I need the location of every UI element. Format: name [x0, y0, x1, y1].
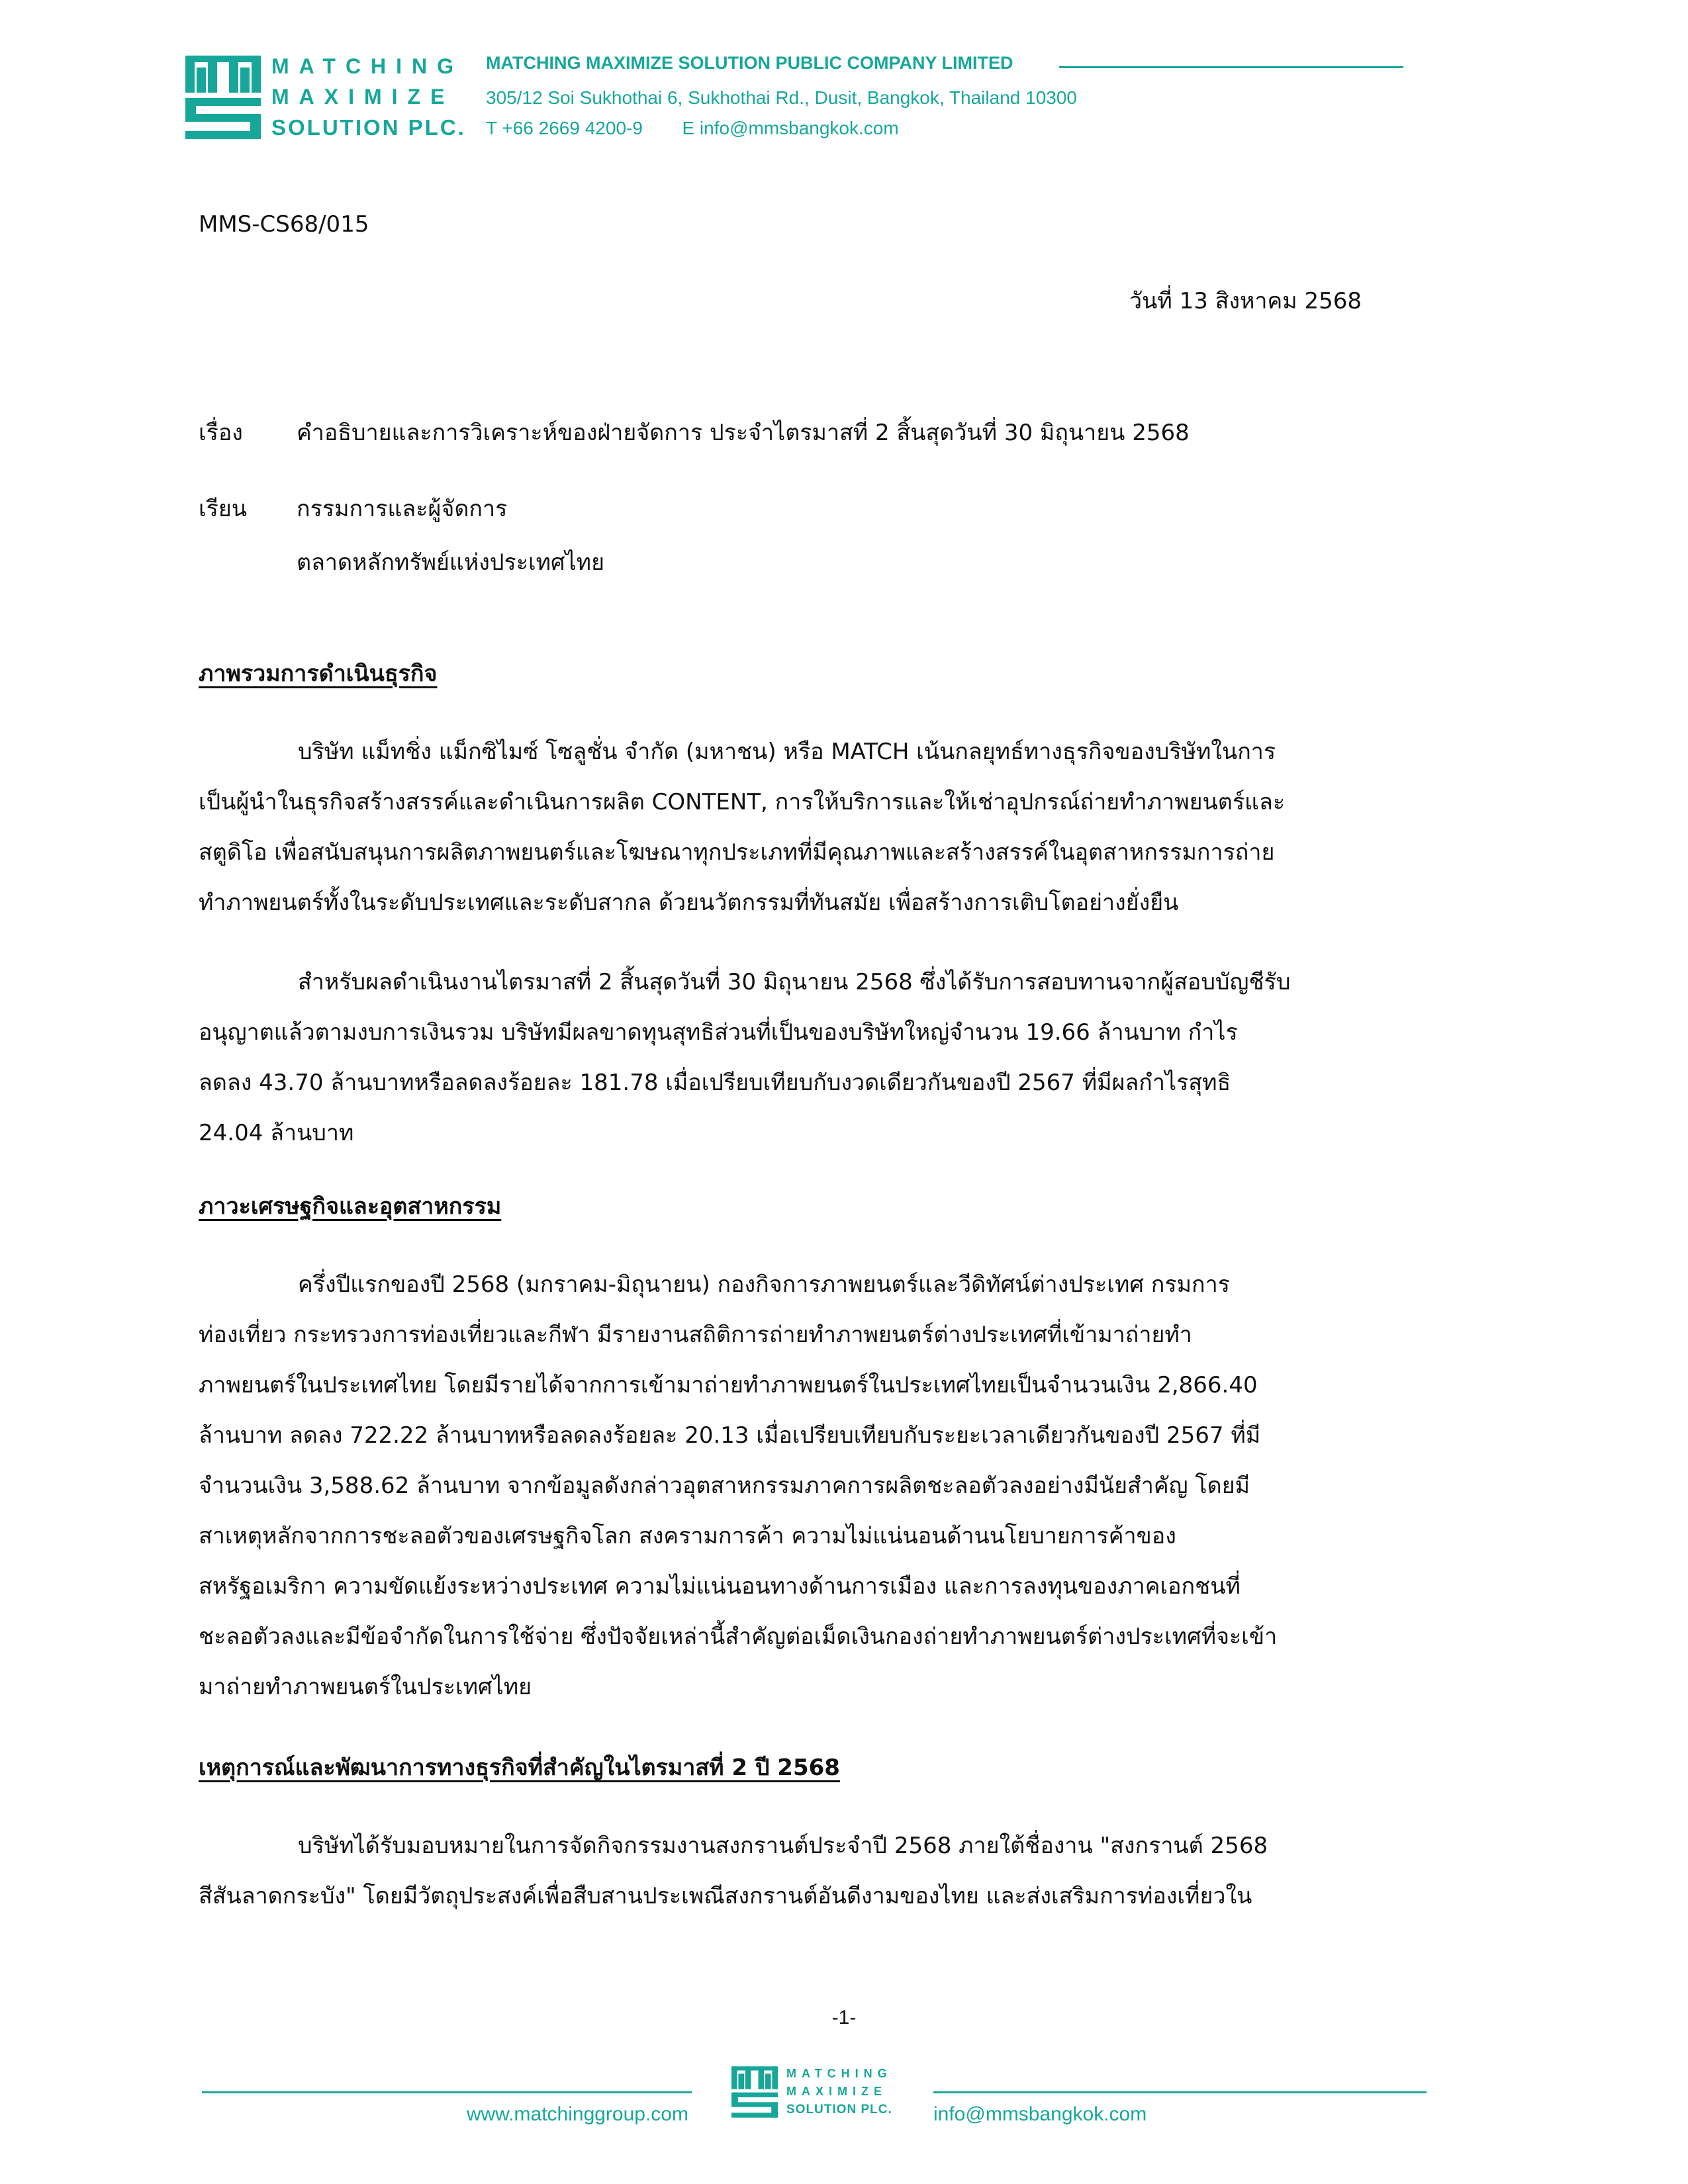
- footer-website-link[interactable]: www.matchinggroup.com: [466, 2103, 688, 2125]
- footer-rule-right: [933, 2091, 1427, 2093]
- company-email: E info@mmsbangkok.com: [682, 118, 899, 138]
- footer-logo-word-solution: SOLUTION PLC.: [786, 2103, 892, 2116]
- paragraph-line: ครึ่งปีแรกของปี 2568 (มกราคม-มิถุนายน) กองกิจการภาพยนตร์และวีดิทัศน์ต่างประเทศ กรมการ: [298, 1271, 1230, 1298]
- footer-logo-word-matching: MATCHING: [786, 2067, 892, 2080]
- paragraph-line: จำนวนเงิน 3,588.62 ล้านบาท จากข้อมูลดังกล่าวอุตสาหกรรมภาคการผลิตชะลอตัวลงอย่างมีนัยสำคัญ โดยมี: [199, 1473, 1250, 1499]
- paragraph-line: อนุญาตแล้วตามงบการเงินรวม บริษัทมีผลขาดทุนสุทธิส่วนที่เป็นของบริษัทใหญ่จำนวน 19.66 ล้านบาท กำไร: [199, 1019, 1238, 1046]
- paragraph-line: ท่องเที่ยว กระทรวงการท่องเที่ยวและกีฬา มีรายงานสถิติการถ่ายทำภาพยนตร์ต่างประเทศที่เข้ามาถ่ายทำ: [199, 1322, 1192, 1348]
- mms-logo-icon: [185, 56, 261, 139]
- paragraph-line: ภาพยนตร์ในประเทศไทย โดยมีรายได้จากการเข้ามาถ่ายทำภาพยนตร์ในประเทศไทยเป็นจำนวนเงิน 2,866.40: [199, 1372, 1258, 1398]
- footer-logo-word-maximize: MAXIMIZE: [786, 2085, 887, 2098]
- subject-text: คำอธิบายและการวิเคราะห์ของฝ่ายจัดการ ประจำไตรมาสที่ 2 สิ้นสุดวันที่ 30 มิถุนายน 2568: [297, 420, 1190, 446]
- company-name: MATCHING MAXIMIZE SOLUTION PUBLIC COMPANY LIMITED: [486, 53, 1013, 73]
- paragraph-business-overview: [199, 727, 1483, 928]
- subject-label: เรื่อง: [199, 420, 243, 446]
- paragraph-line: สตูดิโอ เพื่อสนับสนุนการผลิตภาพยนตร์และโฆษณาทุกประเภทที่มีคุณภาพและสร้างสรรค์ในอุตสาหกรรมการถ่าย: [199, 839, 1275, 866]
- paragraph-line: ชะลอตัวลงและมีข้อจำกัดในการใช้จ่าย ซึ่งปัจจัยเหล่านี้สำคัญต่อเม็ดเงินกองถ่ายทำภาพยนตร์ต่างประเทศที่จะเข้า: [199, 1623, 1278, 1650]
- paragraph-economy-industry: [199, 1259, 1483, 1712]
- letter-date: วันที่ 13 สิงหาคม 2568: [1129, 288, 1362, 314]
- footer-mms-logo-icon: [731, 2066, 778, 2118]
- paragraph-line: 24.04 ล้านบาท: [199, 1120, 354, 1146]
- paragraph-line: เป็นผู้นำในธุรกิจสร้างสรรค์และดำเนินการผลิต CONTENT, การให้บริการและให้เช่าอุปกรณ์ถ่ายทำภาพยนตร์และ: [199, 789, 1286, 815]
- company-contact: [486, 118, 899, 139]
- paragraph-line: มาถ่ายทำภาพยนตร์ในประเทศไทย: [199, 1674, 532, 1700]
- heading-business-overview: ภาพรวมการดำเนินธุรกิจ: [199, 660, 438, 687]
- recipient-label: เรียน: [199, 496, 248, 522]
- reference-number: MMS-CS68/015: [199, 211, 369, 238]
- paragraph-line: สาเหตุหลักจากการชะลอตัวของเศรษฐกิจโลก สงครามการค้า ความไม่แน่นอนด้านนโยบายการค้าของ: [199, 1523, 1176, 1549]
- recipient-line-1: กรรมการและผู้จัดการ: [297, 496, 508, 522]
- paragraph-operating-results: [199, 957, 1483, 1158]
- paragraph-line: ลดลง 43.70 ล้านบาทหรือลดลงร้อยละ 181.78 เมื่อเปรียบเทียบกับงวดเดียวกันของปี 2567 ที่มีผลกำไรสุทธิ: [199, 1069, 1231, 1096]
- paragraph-line: บริษัทได้รับมอบหมายในการจัดกิจกรรมงานสงกรานต์ประจำปี 2568 ภายใต้ชื่องาน "สงกรานต์ 2568: [298, 1833, 1268, 1859]
- footer-rule-left: [202, 2091, 692, 2093]
- heading-economy-industry: ภาวะเศรษฐกิจและอุตสาหกรรม: [199, 1193, 502, 1220]
- logo-word-solution: SOLUTION PLC.: [271, 115, 466, 140]
- header-rule: [1059, 66, 1403, 68]
- paragraph-line: สีสันลาดกระบัง" โดยมีวัตถุประสงค์เพื่อสืบสานประเพณีสงกรานต์อันดีงามของไทย และส่งเสริมการท่องเที่ยวใน: [199, 1883, 1252, 1909]
- logo-word-maximize: MAXIMIZE: [271, 85, 455, 109]
- company-phone: T +66 2669 4200-9: [486, 118, 643, 138]
- paragraph-line: ทำภาพยนตร์ทั้งในระดับประเทศและระดับสากล ด้วยนวัตกรรมที่ทันสมัย เพื่อสร้างการเติบโตอย่างยั่งยืน: [199, 889, 1179, 916]
- paragraph-line: สหรัฐอเมริกา ความขัดแย้งระหว่างประเทศ ความไม่แน่นอนทางด้านการเมือง และการลงทุนของภาคเอกชนที่: [199, 1573, 1241, 1600]
- paragraph-line: สำหรับผลดำเนินงานไตรมาสที่ 2 สิ้นสุดวันที่ 30 มิถุนายน 2568 ซึ่งได้รับการสอบทานจากผู้สอบบัญชีรับ: [298, 969, 1291, 995]
- heading-key-developments: เหตุการณ์และพัฒนาการทางธุรกิจที่สำคัญในไตรมาสที่ 2 ปี 2568: [199, 1754, 840, 1781]
- company-address: 305/12 Soi Sukhothai 6, Sukhothai Rd., Dusit, Bangkok, Thailand 10300: [486, 87, 1077, 108]
- recipient-line-2: ตลาดหลักทรัพย์แห่งประเทศไทย: [297, 549, 605, 576]
- paragraph-line: ล้านบาท ลดลง 722.22 ล้านบาทหรือลดลงร้อยละ 20.13 เมื่อเปรียบเทียบกับระยะเวลาเดียวกันของปี 2567 ที่มี: [199, 1422, 1261, 1449]
- paragraph-line: บริษัท แม็ทชิ่ง แม็กซิไมซ์ โซลูชั่น จำกัด (มหาชน) หรือ MATCH เน้นกลยุทธ์ทางธุรกิจของบริษัทในการ: [298, 739, 1276, 765]
- footer-email-link[interactable]: info@mmsbangkok.com: [933, 2103, 1147, 2125]
- logo-word-matching: MATCHING: [271, 54, 464, 78]
- paragraph-key-developments: [199, 1821, 1483, 1921]
- page-number: -1-: [831, 2007, 857, 2028]
